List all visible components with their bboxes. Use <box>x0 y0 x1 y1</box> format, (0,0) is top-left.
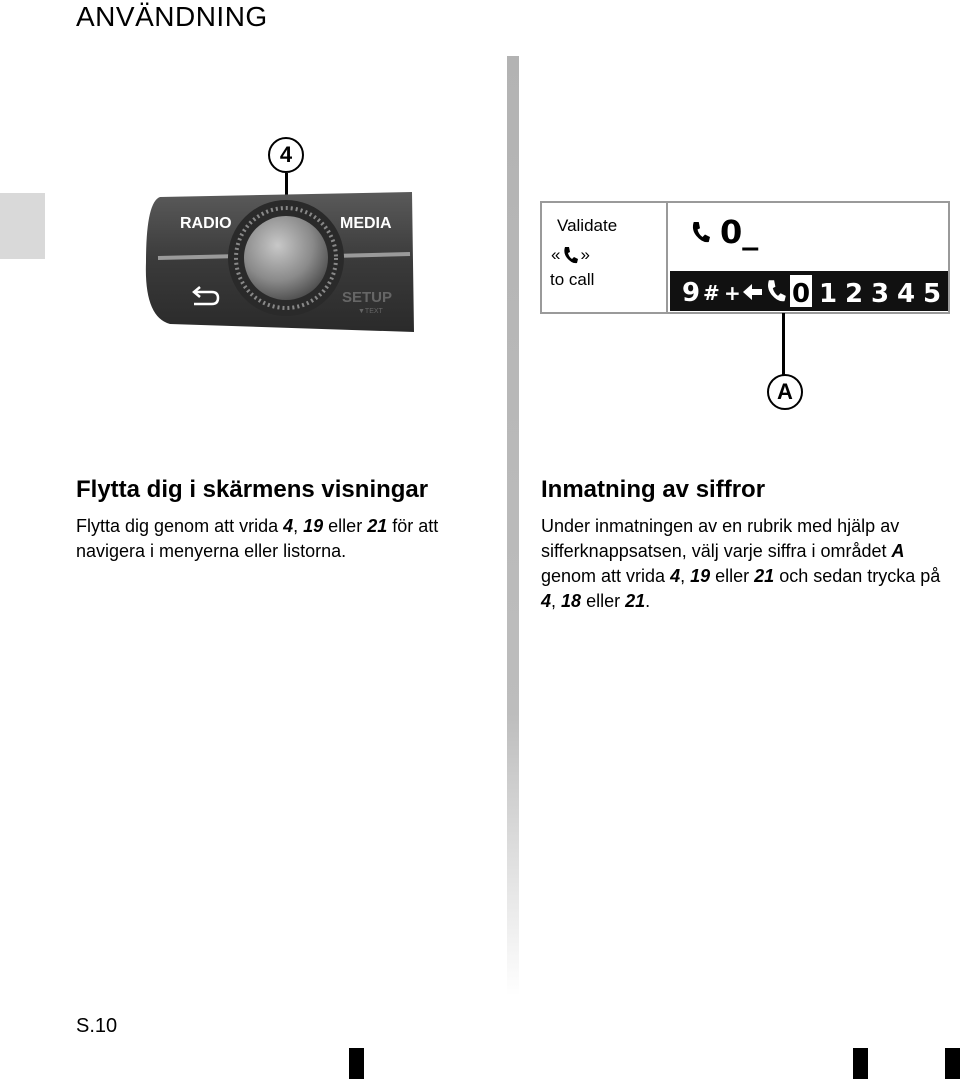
ref-number: 21 <box>754 566 775 586</box>
digit-4: 4 <box>897 279 916 309</box>
setup-button-label: SETUP <box>342 289 393 306</box>
ref-number: 21 <box>367 516 388 536</box>
ref-number: 19 <box>303 516 324 536</box>
page-number: S.10 <box>76 1015 118 1037</box>
validate-text: Validate <box>557 216 618 235</box>
entered-number <box>690 213 758 251</box>
selected-digit: 0 <box>792 279 811 309</box>
quote-open: « <box>551 245 561 264</box>
body-text: för att navigera i menyerna eller listorna. <box>76 516 439 561</box>
callout-a: A <box>767 374 803 410</box>
right-section-heading: Inmatning av siffror <box>541 476 766 503</box>
right-section <box>541 476 953 614</box>
column-divider <box>507 56 519 996</box>
phone-icon <box>562 246 578 264</box>
phone-icon <box>690 220 710 244</box>
entered-digits: 0_ <box>720 213 759 251</box>
body-text: , <box>680 566 691 586</box>
print-crop-mark <box>853 1048 868 1079</box>
digit-char-9: 9 <box>682 278 701 308</box>
body-text: , <box>551 591 562 611</box>
screen-hint-panel <box>542 203 668 312</box>
phone-screen-illustration <box>540 201 950 314</box>
ref-letter: A <box>891 541 905 561</box>
print-crop-mark <box>349 1048 364 1079</box>
body-text: genom att vrida <box>541 566 671 586</box>
control-panel-illustration <box>140 192 416 332</box>
digit-2: 2 <box>845 279 864 309</box>
body-text: Under inmatningen av en rubrik med hjälp av sifferknappsatsen, välj varje siffra i området <box>541 516 900 561</box>
body-text: , <box>293 516 304 536</box>
digit-char-hash: # <box>703 281 720 305</box>
left-section-heading: Flytta dig i skärmens visningar <box>76 476 429 503</box>
ref-number: 19 <box>690 566 711 586</box>
callout-4: 4 <box>268 137 304 173</box>
rotary-knob <box>244 216 328 300</box>
ref-number: 4 <box>670 566 681 586</box>
digit-3: 3 <box>871 279 890 309</box>
digit-5: 5 <box>923 279 942 309</box>
digit-char-plus: + <box>724 281 741 305</box>
page-title: ANVÄNDNING <box>76 1 268 32</box>
digit-selector-bar[interactable] <box>670 271 948 311</box>
body-text: . <box>645 591 651 611</box>
left-section <box>76 476 496 564</box>
body-text: Flytta dig genom att vrida <box>76 516 284 536</box>
radio-button-label: RADIO <box>180 215 232 232</box>
body-text: eller <box>710 566 755 586</box>
call-hint-line <box>551 245 590 265</box>
left-section-body <box>76 514 496 564</box>
body-text: och sedan trycka på <box>774 566 941 586</box>
ref-number: 18 <box>561 591 582 611</box>
body-text: eller <box>581 591 626 611</box>
digit-1: 1 <box>819 279 838 309</box>
ref-number: 4 <box>283 516 294 536</box>
ref-number: 21 <box>625 591 646 611</box>
side-tab-marker <box>0 193 45 259</box>
body-text: eller <box>323 516 368 536</box>
media-button-label: MEDIA <box>340 215 392 232</box>
to-call-text: to call <box>550 270 595 289</box>
right-section-body <box>541 514 953 614</box>
text-button-label: ▼TEXT <box>358 308 383 315</box>
print-crop-mark <box>945 1048 960 1079</box>
quote-close: » <box>580 245 590 264</box>
callout-a-leader-line <box>782 313 785 379</box>
ref-number: 4 <box>541 591 552 611</box>
